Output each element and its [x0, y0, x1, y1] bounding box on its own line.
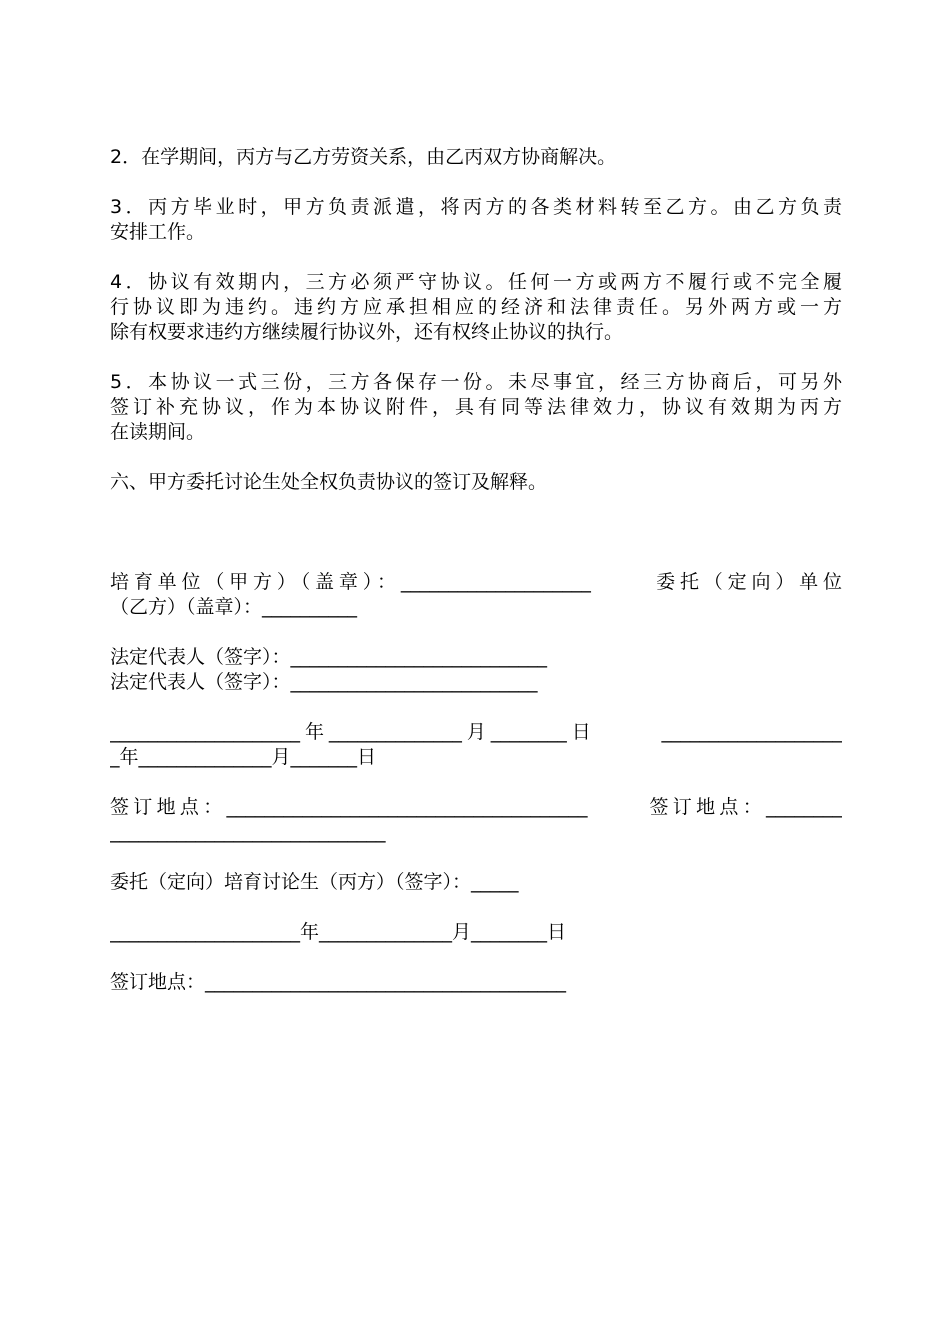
date-row-1: ____________________年______________月________日 ___________________	[110, 721, 842, 743]
signature-party-b-line: （乙方）（盖章）：__________	[110, 596, 358, 618]
item-5-line-2: 签订补充协议，作为本协议附件，具有同等法律效力，协议有效期为丙方	[110, 396, 842, 418]
item-5-line-1: 5．本协议一式三份，三方各保存一份。未尽事宜，经三方协商后，可另外	[110, 371, 842, 393]
item-4-line-3: 除有权要求违约方继续履行协议外，还有权终止协议的执行。	[110, 321, 624, 343]
signing-place-row-1: 签订地点：______________________________________ 签订地点：________	[110, 796, 842, 818]
item-4-line-1: 4．协议有效期内，三方必须严守协议。任何一方或两方不履行或不完全履	[110, 271, 842, 293]
date-row-2: _年______________月_______日	[110, 746, 377, 768]
signature-party-a-line: 培育单位（甲方）（盖章）：____________________ 委托（定向）单位	[110, 571, 842, 593]
item-4-line-2: 行协议即为违约。违约方应承担相应的经济和法律责任。另外两方或一方	[110, 296, 842, 318]
item-5-line-3: 在读期间。	[110, 421, 206, 443]
clause-6: 六、甲方委托讨论生处全权负责协议的签订及解释。	[110, 471, 548, 493]
item-3-line-1: 3．丙方毕业时，甲方负责派遣，将丙方的各类材料转至乙方。由乙方负责	[110, 196, 842, 218]
signing-place-row-3: 签订地点：______________________________________	[110, 971, 567, 993]
signing-place-row-2: _____________________________	[110, 821, 386, 843]
student-signature-line: 委托（定向）培育讨论生（丙方）（签字）：_____	[110, 871, 519, 893]
legal-rep-b-line: 法定代表人（签字）：__________________________	[110, 671, 538, 693]
item-3-line-2: 安排工作。	[110, 221, 206, 243]
item-2-line-1: 2．在学期间，丙方与乙方劳资关系，由乙丙双方协商解决。	[110, 146, 617, 168]
legal-rep-a-line: 法定代表人（签字）：___________________________	[110, 646, 548, 668]
date-row-3: ____________________年______________月________日	[110, 921, 567, 943]
